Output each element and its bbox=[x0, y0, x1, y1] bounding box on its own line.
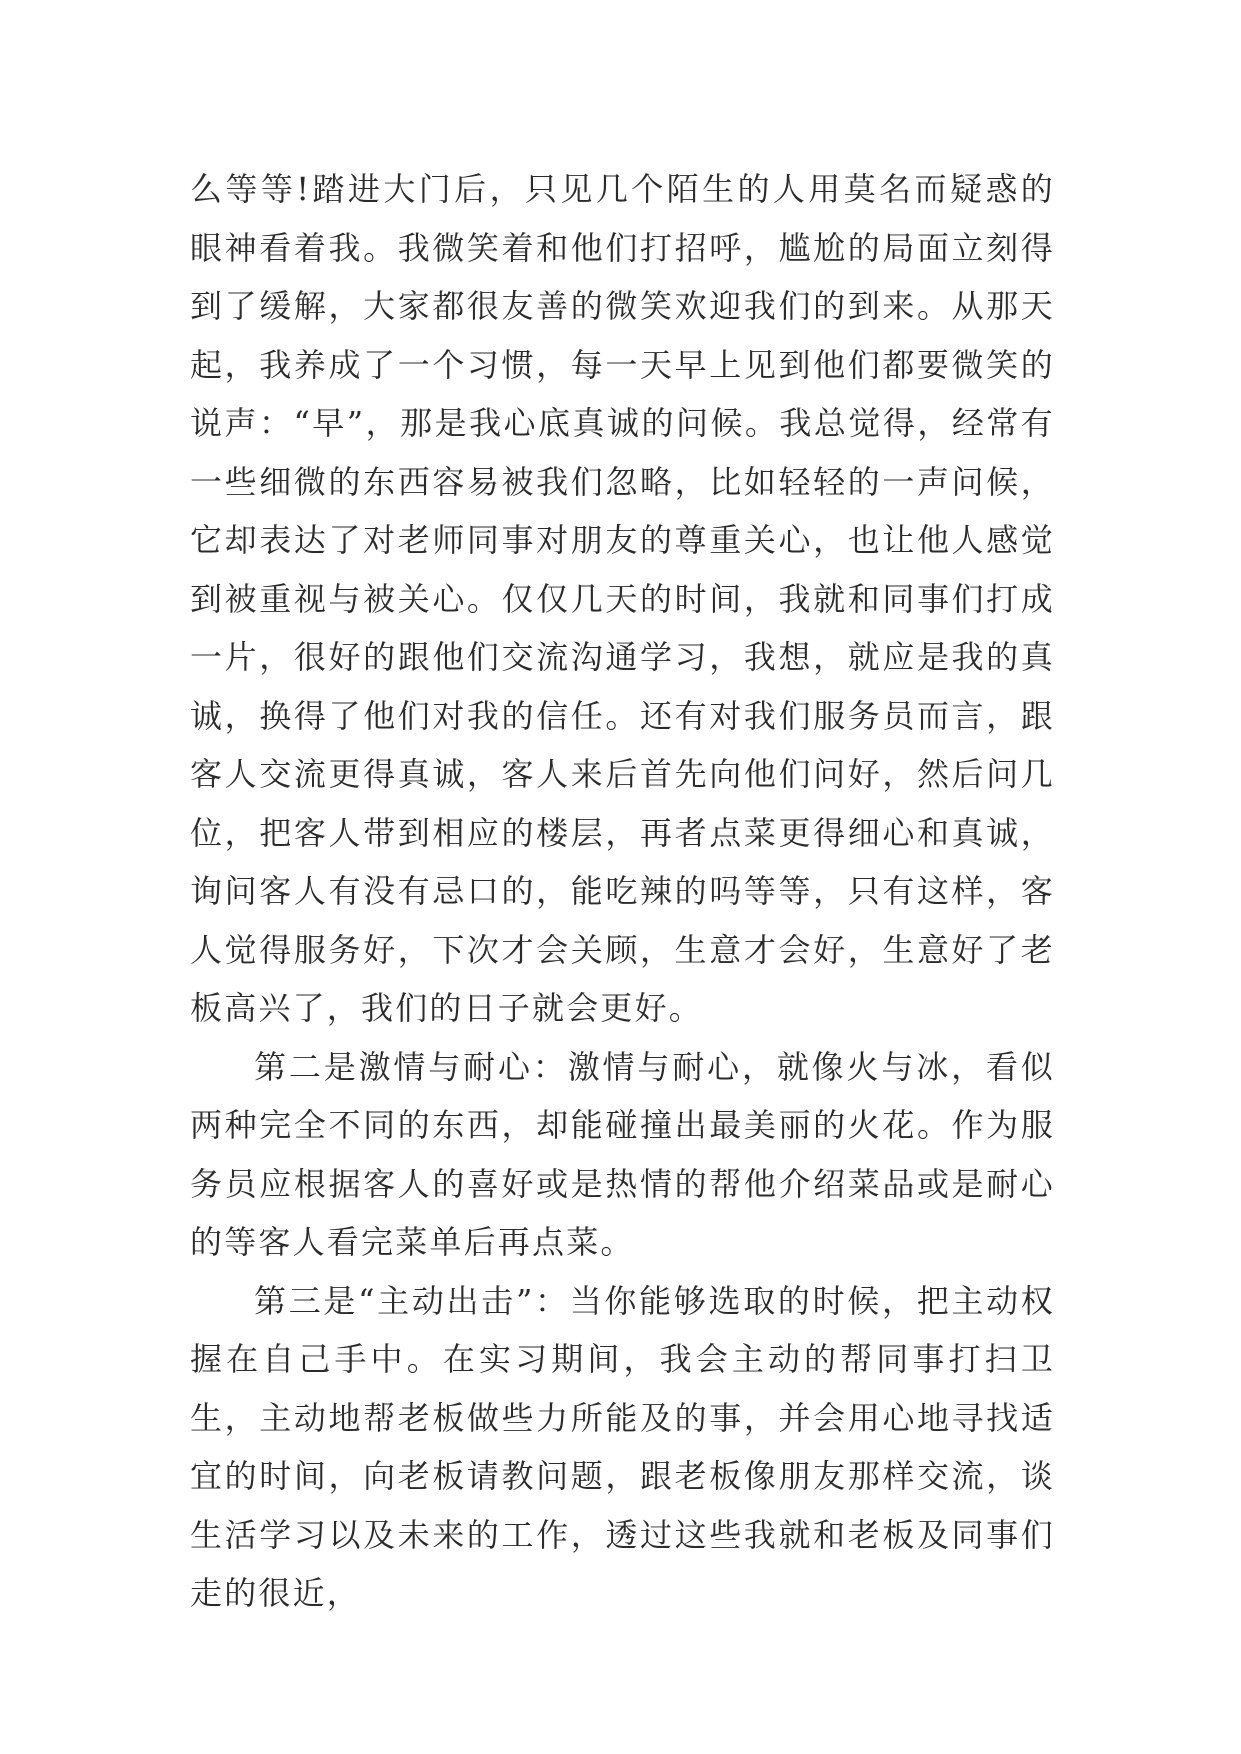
paragraph-2: 第二是激情与耐心：激情与耐心，就像火与冰，看似两种完全不同的东西，却能碰撞出最美丽的火花。作为服务员应根据客人的喜好或是热情的帮他介绍菜品或是耐心的等客人看完菜单后再点菜。 bbox=[190, 1047, 1055, 1261]
paragraph-3: 第三是“主动出击”：当你能够选取的时候，把主动权握在自己手中。在实习期间，我会主动的帮同事打扫卫生，主动地帮老板做些力所能及的事，并会用心地寻找适宜的时间，向老板请教问题，跟老板像朋友那样交流，谈生活学习以及未来的工作，透过这些我就和老板及同事们走的很近， bbox=[190, 1281, 1055, 1612]
body-text bbox=[190, 160, 1055, 1623]
paragraph-1: 么等等!踏进大门后，只见几个陌生的人用莫名而疑惑的眼神看着我。我微笑着和他们打招呼，尴尬的局面立刻得到了缓解，大家都很友善的微笑欢迎我们的到来。从那天起，我养成了一个习惯，每一天早上见到他们都要微笑的说声：“早”，那是我心底真诚的问候。我总觉得，经常有一些细微的东西容易被我们忽略，比如轻轻的一声问候，它却表达了对老师同事对朋友的尊重关心，也让他人感觉到被重视与被关心。仅仅几天的时间，我就和同事们打成一片，很好的跟他们交流沟通学习，我想，就应是我的真诚，换得了他们对我的信任。还有对我们服务员而言，跟客人交流更得真诚，客人来后首先向他们问好，然后问几位，把客人带到相应的楼层，再者点菜更得细心和真诚，询问客人有没有忌口的，能吃辣的吗等等，只有这样，客人觉得服务好，下次才会关顾，生意才会好，生意好了老板高兴了，我们的日子就会更好。 bbox=[190, 170, 1055, 1027]
